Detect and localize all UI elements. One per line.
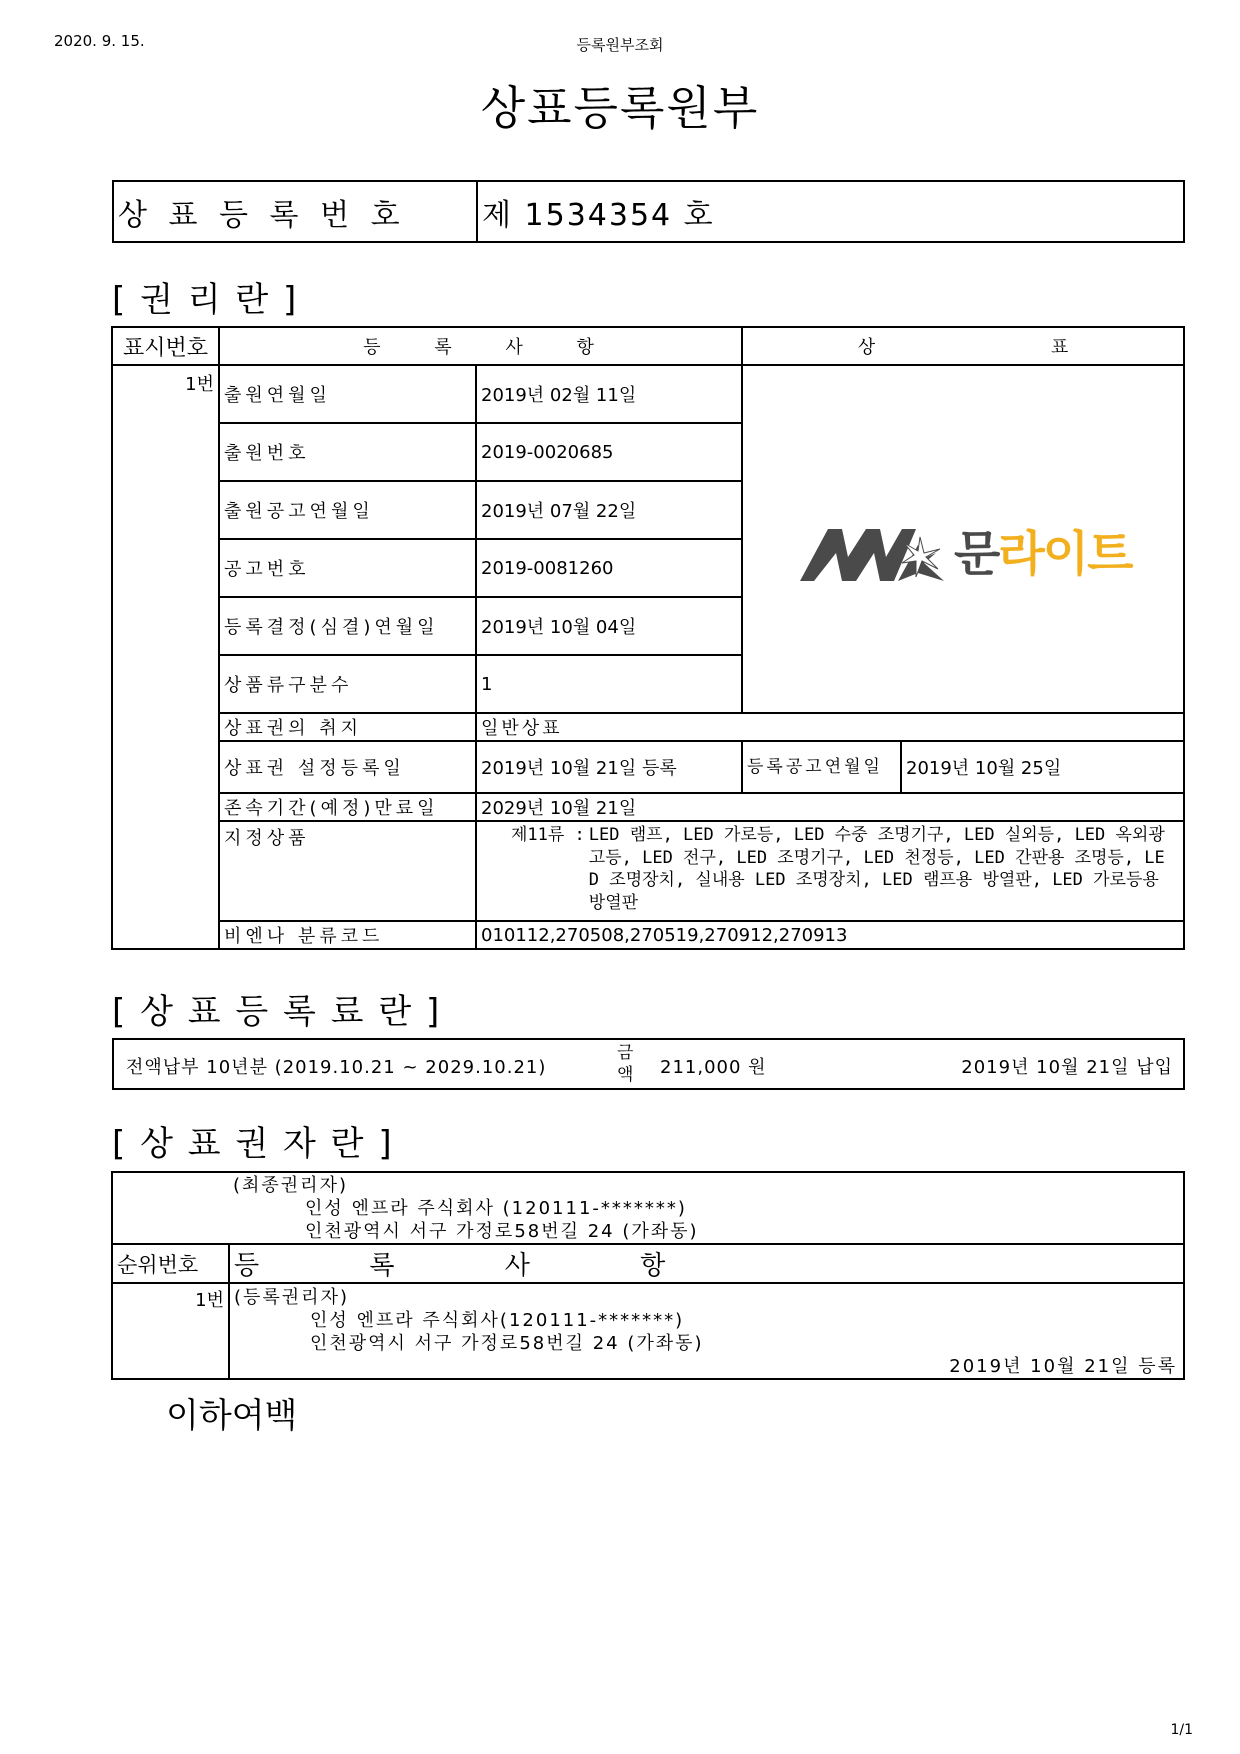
page-header-title: 등록원부조회	[576, 36, 664, 54]
owner-row-no: 1번	[112, 1283, 229, 1379]
rights-head-no: 표시번호	[112, 327, 219, 365]
logo-text-dark: 문	[954, 526, 999, 582]
final-owner-name: 인성 엔프라 주식회사 (120111-*******)	[305, 1197, 687, 1219]
pubdate-value: 2019년 10월 25일	[901, 741, 1184, 793]
rights-table	[111, 326, 1185, 950]
fee-amount: 211,000 원	[660, 1057, 767, 1078]
rights-head-mark: 상 표	[742, 327, 1184, 365]
fee-section-title: [ 상 표 등 록 료 란 ]	[112, 992, 442, 1032]
moonlight-mark-icon	[798, 523, 948, 589]
fee-desc: 전액납부 10년분 (2019.10.21 ~ 2029.10.21)	[126, 1057, 547, 1078]
registered-owner-address: 인천광역시 서구 가정로58번길 24 (가좌동)	[310, 1333, 704, 1354]
fee-box	[112, 1038, 1185, 1090]
registration-number-table	[112, 180, 1185, 243]
registration-number-label: 상 표 등 록 번 호	[113, 181, 477, 242]
expiry-value: 2029년 10월 21일	[476, 793, 1184, 821]
registered-owner-cell	[229, 1283, 1184, 1379]
field-value: 1	[476, 655, 742, 713]
fee-amount-label: 금액	[617, 1043, 634, 1085]
end-of-record-note: 이하여백	[166, 1396, 298, 1436]
field-value: 2019년 02월 11일	[476, 365, 742, 423]
field-value: 2019년 10월 04일	[476, 597, 742, 655]
rights-row-no: 1번	[112, 365, 219, 949]
rights-head-reg: 등 록 사 항	[219, 327, 742, 365]
document-title: 상표등록원부	[480, 81, 760, 135]
registered-owner-name: 인성 엔프라 주식회사(120111-*******)	[310, 1310, 685, 1331]
owner-head-reg: 등 록 사 항	[229, 1244, 1184, 1283]
trademark-logo	[798, 518, 1138, 594]
vienna-value: 010112,270508,270519,270912,270913	[476, 921, 1184, 949]
goods-cell	[476, 821, 1184, 921]
field-label: 출원번호	[219, 423, 476, 481]
goods-text: LED 램프, LED 가로등, LED 수중 조명기구, LED 실외등, LED 옥외광고등, LED 전구, LED 조명기구, LED 천정등, LED 간판용 조명등, LED 조명장치, 실내용 LED 조명장치, LED 램프용 방열판, LED 가로등용 방열판	[588, 825, 1165, 913]
final-owner-address: 인천광역시 서구 가정로58번길 24 (가좌동)	[305, 1220, 699, 1242]
final-owner-label: (최종권리자)	[233, 1174, 348, 1196]
fee-paid: 2019년 10월 21일 납입	[961, 1057, 1173, 1078]
field-label: 상품류구분수	[219, 655, 476, 713]
field-label: 등록결정(심결)연월일	[219, 597, 476, 655]
owner-head-no: 순위번호	[112, 1244, 229, 1283]
goods-label: 지정상품	[219, 821, 476, 921]
rights-section-title: [ 권 리 란 ]	[112, 280, 299, 320]
page-number: 1/1	[1170, 1722, 1193, 1738]
setreg-value: 2019년 10월 21일 등록	[476, 741, 742, 793]
setreg-label: 상표권 설정등록일	[219, 741, 476, 793]
final-owner-cell	[112, 1172, 1184, 1244]
trademark-image-cell	[742, 365, 1184, 713]
registered-owner-label: (등록권리자)	[234, 1287, 349, 1308]
registered-owner-date: 2019년 10월 21일 등록	[949, 1356, 1177, 1377]
field-label: 출원공고연월일	[219, 481, 476, 539]
trademark-logo-text	[954, 524, 1131, 584]
field-label: 출원연월일	[219, 365, 476, 423]
intent-label: 상표권의 취지	[219, 713, 476, 741]
print-date: 2020. 9. 15.	[54, 32, 145, 50]
registration-number-value: 제 1534354 호	[477, 181, 1184, 242]
field-label: 공고번호	[219, 539, 476, 597]
expiry-label: 존속기간(예정)만료일	[219, 793, 476, 821]
field-value: 2019-0081260	[476, 539, 742, 597]
goods-class: 제11류 :	[511, 825, 585, 845]
pubdate-label: 등록공고연월일	[742, 741, 901, 793]
vienna-label: 비엔나 분류코드	[219, 921, 476, 949]
owner-table	[111, 1171, 1185, 1380]
field-value: 2019년 07월 22일	[476, 481, 742, 539]
intent-value: 일반상표	[476, 713, 1184, 741]
logo-text-accent: 라이트	[998, 526, 1132, 582]
owner-section-title: [ 상 표 권 자 란 ]	[112, 1124, 394, 1164]
field-value: 2019-0020685	[476, 423, 742, 481]
